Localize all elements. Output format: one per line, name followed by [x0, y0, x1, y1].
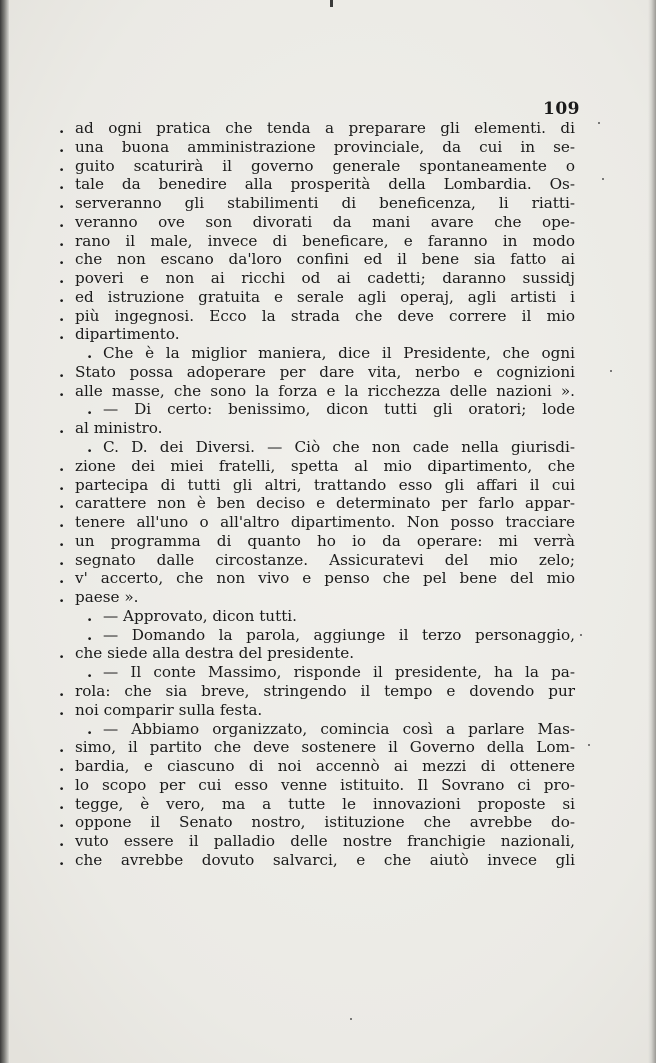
print-speck	[588, 744, 590, 746]
text-line	[75, 607, 575, 626]
margin-dot: .	[59, 212, 65, 231]
text-line	[59, 137, 575, 157]
line-text: — Il conte Massimo, risponde il presidente, ha la pa-	[103, 663, 575, 682]
print-speck	[580, 634, 582, 636]
line-text: ad ogni pratica che tenda a preparare gli elementi. di	[75, 119, 575, 137]
text-line	[59, 832, 575, 851]
line-text: v' accerto, che non vivo e penso che pel bene del mio	[75, 569, 575, 588]
line-text: alle masse, che sono la forza e la ricchezza delle nazioni ».	[75, 381, 575, 400]
page-edge-shadow	[648, 0, 656, 1063]
margin-dot: .	[59, 325, 65, 344]
line-text: — Approvato, dicon tutti.	[103, 606, 297, 625]
margin-dot: .	[59, 794, 65, 813]
line-text: tale da benedire alla prosperità della Lombardia. Os-	[75, 175, 575, 194]
text-line	[59, 700, 575, 720]
text-line	[59, 757, 575, 776]
margin-dot: .	[59, 269, 65, 288]
line-text: partecipa di tutti gli altri, trattando esso gli affari il cui	[75, 475, 575, 494]
line-text: carattere non è ben deciso e determinato per farlo appar-	[75, 494, 575, 513]
print-speck	[598, 122, 600, 124]
line-text: tenere all'uno o all'altro dipartimento. Non posso tracciare	[75, 513, 575, 532]
margin-dot: .	[59, 362, 65, 381]
line-text: più ingegnosi. Ecco la strada che deve correre il mio	[75, 306, 575, 325]
margin-dot: .	[59, 156, 65, 175]
margin-dot: .	[59, 757, 65, 776]
margin-dot: .	[87, 344, 93, 363]
margin-dot: .	[59, 175, 65, 194]
text-line	[59, 119, 575, 138]
margin-dot: .	[59, 231, 65, 250]
margin-dot: .	[59, 700, 65, 719]
line-text: — Abbiamo organizzato, comincia così a parlare Mas-	[103, 719, 575, 738]
line-text: — Domando la parola, aggiunge il terzo personaggio,	[103, 625, 575, 644]
text-line	[59, 775, 575, 795]
body-text	[59, 119, 575, 870]
text-line	[59, 494, 575, 513]
margin-dot: .	[59, 569, 65, 588]
line-text: veranno ove son divorati da mani avare che ope-	[75, 212, 575, 231]
page-binding-shadow	[0, 0, 9, 1063]
text-line	[59, 456, 575, 476]
text-line	[59, 644, 575, 663]
text-line	[59, 738, 575, 757]
text-line	[59, 250, 575, 269]
line-text: poveri e non ai ricchi od ai cadetti; daranno sussidj	[75, 269, 575, 288]
line-text: zione dei miei fratelli, spetta al mio dipartimento, che	[75, 456, 575, 475]
margin-dot: .	[87, 625, 93, 644]
margin-dot: .	[59, 531, 65, 550]
margin-dot: .	[59, 381, 65, 400]
line-text: che avrebbe dovuto salvarci, e che aiutò invece gli	[75, 850, 575, 869]
text-line	[59, 588, 575, 607]
margin-dot: .	[59, 456, 65, 475]
page-number: 109	[543, 99, 580, 119]
line-text: lo scopo per cui esso venne istituito. Il Sovrano ci pro-	[75, 775, 575, 794]
margin-dot: .	[59, 494, 65, 513]
print-speck	[602, 178, 604, 180]
margin-dot: .	[59, 850, 65, 869]
line-text: oppone il Senato nostro, istituzione che avrebbe do-	[75, 813, 575, 832]
text-line	[59, 156, 575, 176]
text-line	[75, 663, 575, 682]
margin-dot: .	[59, 588, 65, 607]
text-line	[59, 475, 575, 495]
margin-dot: .	[87, 438, 93, 457]
line-text: ed istruzione gratuita e serale agli operaj, agli artisti i	[75, 287, 575, 306]
text-line	[59, 175, 575, 194]
line-text: rola: che sia breve, stringendo il tempo e dovendo pur	[75, 681, 575, 700]
text-line	[59, 569, 575, 588]
text-line	[59, 231, 575, 251]
text-line	[59, 287, 575, 307]
text-line	[75, 400, 575, 419]
margin-dot: .	[59, 137, 65, 156]
line-text: che siede alla destra del presidente.	[75, 644, 355, 663]
text-line	[59, 212, 575, 232]
line-text: guito scaturirà il governo generale spontaneamente o	[75, 156, 575, 175]
line-text: serveranno gli stabilimenti di beneficenza, li riatti-	[75, 194, 575, 213]
margin-dot: .	[59, 775, 65, 794]
margin-dot: .	[59, 119, 65, 137]
line-text: rano il male, invece di beneficare, e faranno in modo	[75, 231, 575, 250]
margin-dot: .	[59, 681, 65, 700]
margin-dot: .	[59, 644, 65, 663]
text-line	[75, 344, 575, 363]
margin-dot: .	[59, 475, 65, 494]
margin-dot: .	[87, 719, 93, 738]
margin-dot: .	[59, 306, 65, 325]
margin-dot: .	[59, 194, 65, 213]
text-line	[59, 794, 575, 814]
line-text: bardia, e ciascuno di noi accennò ai mezzi di ottenere	[75, 757, 575, 776]
text-line	[59, 681, 575, 701]
line-text: dipartimento.	[75, 325, 180, 344]
margin-dot: .	[59, 419, 65, 438]
margin-dot: .	[87, 400, 93, 419]
text-line	[59, 850, 575, 870]
text-line	[59, 813, 575, 832]
text-line	[75, 626, 575, 645]
line-text: vuto essere il palladio delle nostre franchigie nazionali,	[75, 832, 575, 851]
text-line	[59, 550, 575, 570]
text-line	[59, 325, 575, 344]
print-speck	[610, 370, 612, 372]
text-line	[75, 438, 575, 457]
text-line	[59, 269, 575, 288]
margin-dot: .	[59, 250, 65, 269]
line-text: Che è la miglior maniera, dice il Presidente, che ogni	[103, 344, 575, 363]
line-text: paese ».	[75, 588, 139, 607]
margin-dot: .	[59, 813, 65, 832]
print-speck	[350, 1018, 352, 1020]
text-line	[59, 306, 575, 326]
line-text: Stato possa adoperare per dare vita, nerbo e cognizioni	[75, 362, 575, 381]
text-line	[59, 531, 575, 551]
line-text: una buona amministrazione provinciale, da cui in se-	[75, 137, 575, 156]
text-line	[59, 194, 575, 213]
margin-dot: .	[59, 513, 65, 532]
text-line	[59, 513, 575, 532]
margin-dot: .	[59, 832, 65, 851]
line-text: che non escano da'loro confini ed il bene sia fatto ai	[75, 250, 575, 269]
line-text: al ministro.	[75, 419, 163, 438]
line-text: C. D. dei Diversi. — Ciò che non cade nella giurisdi-	[103, 438, 575, 457]
margin-dot: .	[59, 738, 65, 757]
margin-dot: .	[87, 663, 93, 682]
text-line	[59, 381, 575, 401]
line-text: segnato dalle circostanze. Assicuratevi del mio zelo;	[75, 550, 575, 569]
text-line	[75, 720, 575, 739]
text-line	[59, 419, 575, 438]
line-text: tegge, è vero, ma a tutte le innovazioni proposte si	[75, 794, 575, 813]
text-line	[59, 362, 575, 382]
margin-dot: .	[87, 606, 93, 625]
line-text: simo, il partito che deve sostenere il Governo della Lom-	[75, 738, 575, 757]
line-text: un programma di quanto ho io da operare: mi verrà	[75, 531, 575, 550]
margin-dot: .	[59, 550, 65, 569]
line-text: — Di certo: benissimo, dicon tutti gli oratori; lode	[103, 400, 575, 419]
line-text: noi comparir sulla festa.	[75, 700, 263, 719]
margin-dot: .	[59, 287, 65, 306]
page-top-mark	[330, 0, 333, 7]
